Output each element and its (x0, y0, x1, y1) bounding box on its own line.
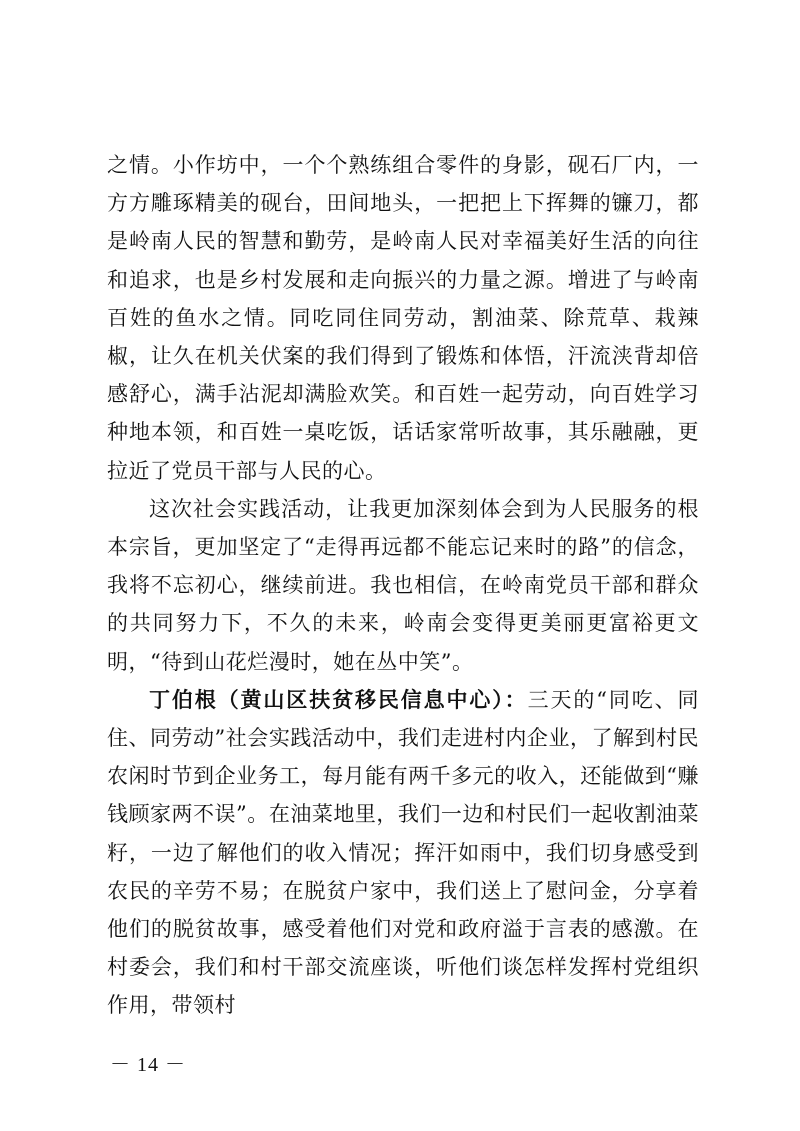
paragraph-continuation: 之情。小作坊中，一个个熟练组合零件的身影，砚石厂内，一方方雕琢精美的砚台，田间地头，一把把上下挥舞的镰刀，都是岭南人民的智慧和勤劳，是岭南人民对幸福美好生活的向往和追求，也是乡村发展和走向振兴的力量之源。增进了与岭南百姓的鱼水之情。同吃同住同劳动，割油菜、除荒草、栽辣椒，让久在机关伏案的我们得到了锻炼和体悟，汗流浃背却倍感舒心，满手沾泥却满脸欢笑。和百姓一起劳动，向百姓学习种地本领，和百姓一桌吃饭，话话家常听故事，其乐融融，更拉近了党员干部与人民的心。 (107, 153, 699, 483)
testimony-text: 三天的“同吃、同住、同劳动”社会实践活动中，我们走进村内企业，了解到村民农闲时节到企业务工，每月能有两千多元的收入，还能做到“赚钱顾家两不误”。在油菜地里，我们一边和村民们一起收割油菜籽，一边了解他们的收入情况；挥汗如雨中，我们切身感受到农民的辛劳不易；在脱贫户家中，我们送上了慰问金，分享着他们的脱贫故事，感受着他们对党和政府溢于言表的感激。在村委会，我们和村干部交流座谈，听他们谈怎样发挥村党组织作用，带领村 (107, 687, 699, 1018)
speaker-name: 丁伯根（黄山区扶贫移民信息中心）： (149, 686, 528, 712)
paragraph-reflection: 这次社会实践活动，让我更加深刻体会到为人民服务的根本宗旨，更加坚定了“走得再远都不能忘记来时的路”的信念，我将不忘初心，继续前进。我也相信，在岭南党员干部和群众的共同努力下，不久的未来，岭南会变得更美丽更富裕更文明，“待到山花烂漫时，她在丛中笑”。 (107, 496, 699, 674)
document-body (107, 146, 699, 1025)
paragraph-testimony (107, 681, 699, 1025)
page-number: － 14 － (110, 1054, 186, 1076)
